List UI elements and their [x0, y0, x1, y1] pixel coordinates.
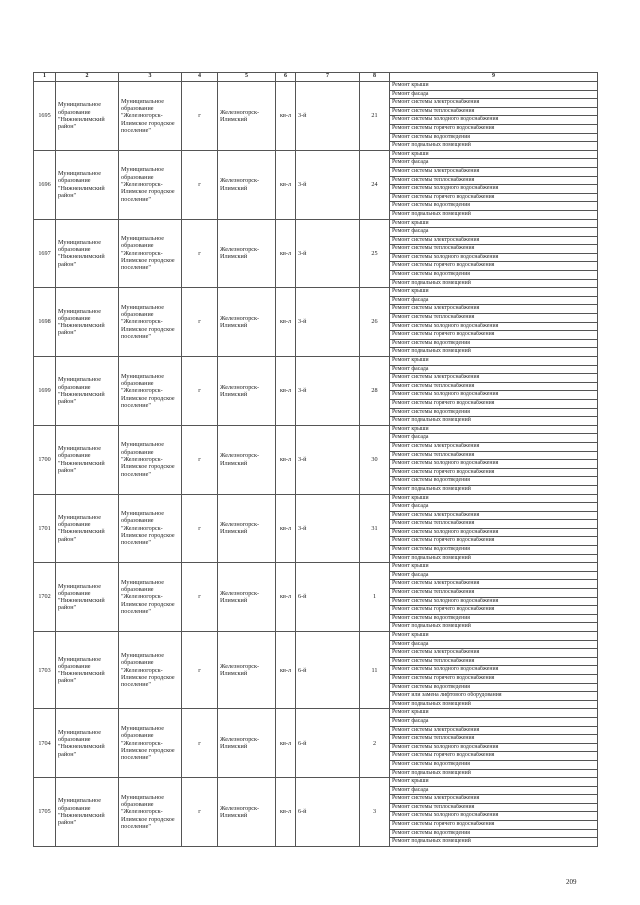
repair-work-cell: Ремонт системы холодного водоснабжения [390, 812, 598, 821]
locality-name-cell: Железногорск-Илимский [218, 425, 276, 494]
municipality-cell: Муниципальное образование "Нижнеилимский район" [56, 357, 119, 426]
repair-work-cell: Ремонт системы холодного водоснабжения [390, 322, 598, 331]
repair-work-cell: Ремонт системы горячего водоснабжения [390, 537, 598, 546]
locality-name-cell: Железногорск-Илимский [218, 778, 276, 847]
street-name-cell: 6-й [296, 563, 360, 632]
repair-work-cell: Ремонт системы горячего водоснабжения [390, 262, 598, 271]
settlement-cell: Муниципальное образование "Железногорск-Илимское городское поселение" [119, 563, 182, 632]
repair-work-cell: Ремонт подвальных помещений [390, 210, 598, 219]
locality-name-cell: Железногорск-Илимский [218, 357, 276, 426]
repair-work-cell: Ремонт системы водоотведения [390, 339, 598, 348]
table-row [34, 150, 598, 159]
locality-type-cell: г [182, 357, 218, 426]
municipality-cell: Муниципальное образование "Нижнеилимский район" [56, 82, 119, 151]
repair-work-cell: Ремонт системы электроснабжения [390, 442, 598, 451]
repair-work-cell: Ремонт подвальных помещений [390, 838, 598, 847]
house-number-cell: 26 [360, 288, 390, 357]
repair-work-cell: Ремонт системы теплоснабжения [390, 589, 598, 598]
municipality-cell: Муниципальное образование "Нижнеилимский район" [56, 288, 119, 357]
page-number: 209 [566, 878, 577, 886]
repair-work-cell: Ремонт системы водоотведения [390, 614, 598, 623]
street-name-cell: 3-й [296, 150, 360, 219]
column-header: 4 [182, 73, 218, 82]
column-header: 2 [56, 73, 119, 82]
repair-work-cell: Ремонт крыши [390, 357, 598, 366]
repair-work-cell: Ремонт системы водоотведения [390, 829, 598, 838]
street-type-cell: кв-л [276, 82, 296, 151]
house-number-cell: 31 [360, 494, 390, 563]
table-row [34, 709, 598, 718]
repair-work-cell: Ремонт системы горячего водоснабжения [390, 193, 598, 202]
locality-type-cell: г [182, 494, 218, 563]
repair-work-cell: Ремонт системы теплоснабжения [390, 803, 598, 812]
table-row [34, 494, 598, 503]
house-number-cell: 3 [360, 778, 390, 847]
repair-work-cell: Ремонт системы электроснабжения [390, 580, 598, 589]
repair-work-cell: Ремонт подвальных помещений [390, 554, 598, 563]
record-number-cell: 1703 [34, 632, 56, 709]
repair-work-cell: Ремонт фасада [390, 159, 598, 168]
repair-work-cell: Ремонт или замена лифтового оборудования [390, 692, 598, 701]
repair-work-cell: Ремонт системы теплоснабжения [390, 382, 598, 391]
repair-work-cell: Ремонт крыши [390, 288, 598, 297]
locality-name-cell: Железногорск-Илимский [218, 563, 276, 632]
repair-work-cell: Ремонт системы электроснабжения [390, 726, 598, 735]
street-name-cell: 6-й [296, 778, 360, 847]
repair-work-cell: Ремонт системы холодного водоснабжения [390, 528, 598, 537]
repair-work-cell: Ремонт крыши [390, 632, 598, 641]
record-number-cell: 1699 [34, 357, 56, 426]
record-number-cell: 1701 [34, 494, 56, 563]
repair-work-cell: Ремонт крыши [390, 494, 598, 503]
repair-work-cell: Ремонт системы водоотведения [390, 477, 598, 486]
repair-work-cell: Ремонт крыши [390, 709, 598, 718]
repair-work-cell: Ремонт фасада [390, 228, 598, 237]
table-row [34, 82, 598, 91]
street-name-cell: 3-й [296, 219, 360, 288]
repair-work-cell: Ремонт фасада [390, 365, 598, 374]
repair-work-cell: Ремонт подвальных помещений [390, 348, 598, 357]
municipality-cell: Муниципальное образование "Нижнеилимский район" [56, 219, 119, 288]
street-name-cell: 3-й [296, 288, 360, 357]
repair-work-cell: Ремонт системы холодного водоснабжения [390, 743, 598, 752]
street-type-cell: кв-л [276, 425, 296, 494]
table-row [34, 563, 598, 572]
settlement-cell: Муниципальное образование "Железногорск-Илимское городское поселение" [119, 150, 182, 219]
repair-work-cell: Ремонт фасада [390, 571, 598, 580]
repair-work-cell: Ремонт системы холодного водоснабжения [390, 666, 598, 675]
repair-work-cell: Ремонт системы холодного водоснабжения [390, 391, 598, 400]
settlement-cell: Муниципальное образование "Железногорск-Илимское городское поселение" [119, 288, 182, 357]
house-number-cell: 1 [360, 563, 390, 632]
table-row [34, 778, 598, 787]
house-number-cell: 28 [360, 357, 390, 426]
record-number-cell: 1705 [34, 778, 56, 847]
repair-work-cell: Ремонт системы теплоснабжения [390, 451, 598, 460]
record-number-cell: 1697 [34, 219, 56, 288]
locality-name-cell: Железногорск-Илимский [218, 150, 276, 219]
settlement-cell: Муниципальное образование "Железногорск-Илимское городское поселение" [119, 709, 182, 778]
repair-work-cell: Ремонт крыши [390, 219, 598, 228]
house-number-cell: 11 [360, 632, 390, 709]
repair-work-cell: Ремонт системы теплоснабжения [390, 735, 598, 744]
repair-work-cell: Ремонт системы электроснабжения [390, 649, 598, 658]
repair-work-cell: Ремонт системы горячего водоснабжения [390, 124, 598, 133]
repair-work-cell: Ремонт фасада [390, 90, 598, 99]
column-header: 9 [390, 73, 598, 82]
street-type-cell: кв-л [276, 288, 296, 357]
repair-work-cell: Ремонт крыши [390, 425, 598, 434]
record-number-cell: 1695 [34, 82, 56, 151]
repair-work-cell: Ремонт системы теплоснабжения [390, 314, 598, 323]
repair-work-cell: Ремонт фасада [390, 786, 598, 795]
repair-work-cell: Ремонт системы электроснабжения [390, 305, 598, 314]
repair-work-cell: Ремонт системы теплоснабжения [390, 107, 598, 116]
repair-work-cell: Ремонт системы электроснабжения [390, 236, 598, 245]
locality-name-cell: Железногорск-Илимский [218, 709, 276, 778]
repair-work-cell: Ремонт подвальных помещений [390, 417, 598, 426]
repair-work-cell: Ремонт крыши [390, 150, 598, 159]
settlement-cell: Муниципальное образование "Железногорск-Илимское городское поселение" [119, 357, 182, 426]
table-row [34, 219, 598, 228]
locality-type-cell: г [182, 632, 218, 709]
table-row [34, 632, 598, 641]
repair-work-cell: Ремонт фасада [390, 296, 598, 305]
repair-work-cell: Ремонт крыши [390, 778, 598, 787]
repair-work-cell: Ремонт системы горячего водоснабжения [390, 606, 598, 615]
column-header: 7 [296, 73, 360, 82]
street-name-cell: 3-й [296, 425, 360, 494]
repair-work-cell: Ремонт системы электроснабжения [390, 511, 598, 520]
settlement-cell: Муниципальное образование "Железногорск-Илимское городское поселение" [119, 632, 182, 709]
repair-work-cell: Ремонт системы водоотведения [390, 202, 598, 211]
municipality-cell: Муниципальное образование "Нижнеилимский район" [56, 778, 119, 847]
register-sheet [33, 72, 597, 847]
locality-type-cell: г [182, 82, 218, 151]
settlement-cell: Муниципальное образование "Железногорск-Илимское городское поселение" [119, 425, 182, 494]
repair-work-cell: Ремонт системы водоотведения [390, 133, 598, 142]
street-name-cell: 3-й [296, 357, 360, 426]
street-name-cell: 3-й [296, 494, 360, 563]
repair-work-cell: Ремонт крыши [390, 563, 598, 572]
repair-work-cell: Ремонт системы горячего водоснабжения [390, 331, 598, 340]
table-row [34, 288, 598, 297]
record-number-cell: 1704 [34, 709, 56, 778]
street-type-cell: кв-л [276, 709, 296, 778]
record-number-cell: 1702 [34, 563, 56, 632]
repair-work-cell: Ремонт подвальных помещений [390, 485, 598, 494]
repair-work-cell: Ремонт системы водоотведения [390, 408, 598, 417]
repair-work-cell: Ремонт системы электроснабжения [390, 99, 598, 108]
house-number-cell: 30 [360, 425, 390, 494]
repair-work-cell: Ремонт системы электроснабжения [390, 795, 598, 804]
repair-work-cell: Ремонт системы теплоснабжения [390, 245, 598, 254]
locality-name-cell: Железногорск-Илимский [218, 632, 276, 709]
record-number-cell: 1698 [34, 288, 56, 357]
house-number-cell: 2 [360, 709, 390, 778]
repair-work-cell: Ремонт подвальных помещений [390, 279, 598, 288]
column-header: 8 [360, 73, 390, 82]
repair-work-cell: Ремонт системы теплоснабжения [390, 520, 598, 529]
repair-work-cell: Ремонт системы водоотведения [390, 683, 598, 692]
repair-work-cell: Ремонт системы горячего водоснабжения [390, 468, 598, 477]
repair-work-cell: Ремонт подвальных помещений [390, 142, 598, 151]
repair-work-cell: Ремонт фасада [390, 640, 598, 649]
municipality-cell: Муниципальное образование "Нижнеилимский район" [56, 632, 119, 709]
street-type-cell: кв-л [276, 357, 296, 426]
settlement-cell: Муниципальное образование "Железногорск-Илимское городское поселение" [119, 778, 182, 847]
street-type-cell: кв-л [276, 219, 296, 288]
repair-work-cell: Ремонт системы теплоснабжения [390, 657, 598, 666]
locality-type-cell: г [182, 219, 218, 288]
street-name-cell: 3-й [296, 82, 360, 151]
table-row [34, 357, 598, 366]
repair-work-cell: Ремонт системы холодного водоснабжения [390, 253, 598, 262]
street-name-cell: 6-й [296, 632, 360, 709]
repair-work-cell: Ремонт подвальных помещений [390, 623, 598, 632]
locality-name-cell: Железногорск-Илимский [218, 219, 276, 288]
repair-work-cell: Ремонт системы электроснабжения [390, 167, 598, 176]
street-type-cell: кв-л [276, 563, 296, 632]
repair-work-cell: Ремонт фасада [390, 717, 598, 726]
repair-work-cell: Ремонт системы холодного водоснабжения [390, 460, 598, 469]
repair-work-cell: Ремонт системы холодного водоснабжения [390, 185, 598, 194]
municipality-cell: Муниципальное образование "Нижнеилимский район" [56, 494, 119, 563]
street-name-cell: 6-й [296, 709, 360, 778]
record-number-cell: 1700 [34, 425, 56, 494]
street-type-cell: кв-л [276, 632, 296, 709]
repair-work-cell: Ремонт системы горячего водоснабжения [390, 399, 598, 408]
repair-work-cell: Ремонт системы холодного водоснабжения [390, 116, 598, 125]
repair-work-cell: Ремонт крыши [390, 82, 598, 91]
settlement-cell: Муниципальное образование "Железногорск-Илимское городское поселение" [119, 219, 182, 288]
house-number-cell: 21 [360, 82, 390, 151]
municipality-cell: Муниципальное образование "Нижнеилимский район" [56, 425, 119, 494]
locality-type-cell: г [182, 150, 218, 219]
municipality-cell: Муниципальное образование "Нижнеилимский район" [56, 150, 119, 219]
street-type-cell: кв-л [276, 150, 296, 219]
street-type-cell: кв-л [276, 494, 296, 563]
locality-type-cell: г [182, 709, 218, 778]
repair-register-table [33, 72, 598, 847]
repair-work-cell: Ремонт подвальных помещений [390, 769, 598, 778]
repair-work-cell: Ремонт системы горячего водоснабжения [390, 821, 598, 830]
table-body [34, 82, 598, 847]
repair-work-cell: Ремонт системы водоотведения [390, 546, 598, 555]
locality-name-cell: Железногорск-Илимский [218, 288, 276, 357]
column-header: 1 [34, 73, 56, 82]
locality-name-cell: Железногорск-Илимский [218, 82, 276, 151]
column-header: 5 [218, 73, 276, 82]
locality-type-cell: г [182, 778, 218, 847]
locality-type-cell: г [182, 425, 218, 494]
repair-work-cell: Ремонт системы горячего водоснабжения [390, 752, 598, 761]
repair-work-cell: Ремонт системы горячего водоснабжения [390, 674, 598, 683]
house-number-cell: 24 [360, 150, 390, 219]
settlement-cell: Муниципальное образование "Железногорск-Илимское городское поселение" [119, 494, 182, 563]
locality-name-cell: Железногорск-Илимский [218, 494, 276, 563]
repair-work-cell: Ремонт системы водоотведения [390, 271, 598, 280]
column-header: 6 [276, 73, 296, 82]
repair-work-cell: Ремонт системы электроснабжения [390, 374, 598, 383]
municipality-cell: Муниципальное образование "Нижнеилимский район" [56, 709, 119, 778]
house-number-cell: 25 [360, 219, 390, 288]
repair-work-cell: Ремонт системы теплоснабжения [390, 176, 598, 185]
header-row [34, 73, 598, 82]
locality-type-cell: г [182, 563, 218, 632]
locality-type-cell: г [182, 288, 218, 357]
municipality-cell: Муниципальное образование "Нижнеилимский район" [56, 563, 119, 632]
repair-work-cell: Ремонт системы водоотведения [390, 760, 598, 769]
record-number-cell: 1696 [34, 150, 56, 219]
repair-work-cell: Ремонт системы холодного водоснабжения [390, 597, 598, 606]
settlement-cell: Муниципальное образование "Железногорск-Илимское городское поселение" [119, 82, 182, 151]
table-row [34, 425, 598, 434]
street-type-cell: кв-л [276, 778, 296, 847]
repair-work-cell: Ремонт подвальных помещений [390, 700, 598, 709]
repair-work-cell: Ремонт фасада [390, 434, 598, 443]
repair-work-cell: Ремонт фасада [390, 503, 598, 512]
column-header: 3 [119, 73, 182, 82]
